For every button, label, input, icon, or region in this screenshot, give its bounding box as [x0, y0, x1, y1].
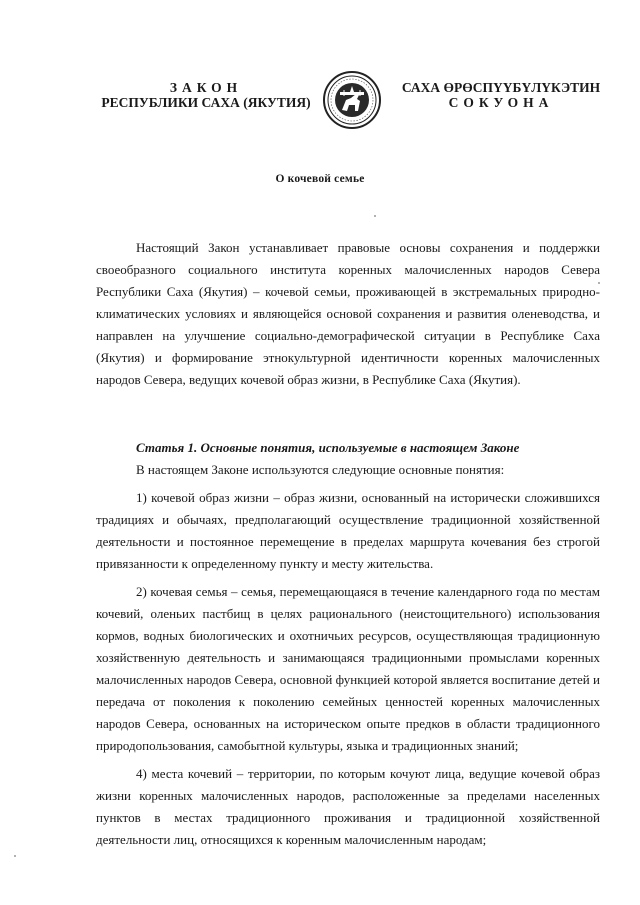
header-sakha-republic: САХА ӨРӨСПҮҮБҮЛҮКЭТИН	[401, 80, 601, 95]
scan-speck	[14, 855, 16, 857]
scan-speck	[374, 215, 376, 217]
header-law-word: ЗАКОН	[169, 80, 243, 95]
document-header	[0, 78, 640, 138]
scan-speck	[598, 282, 600, 284]
header-republic-name: РЕСПУБЛИКИ САХА (ЯКУТИЯ)	[101, 95, 311, 110]
coat-of-arms-emblem-icon	[322, 70, 382, 130]
article-1-intro: В настоящем Законе используются следующие основные понятия:	[136, 462, 505, 477]
definition-item: 4) места кочевий – территории, по которым кочуют лица, ведущие кочевой образ жизни коренных малочисленных народов, расположенные за пределами населенных пунктов в местах традиционного проживания и традиционной хозяйственной деятельности лиц, относящихся к коренным малочисленным народам;	[96, 766, 600, 847]
definition-item: 1) кочевой образ жизни – образ жизни, основанный на исторически сложившихся традициях и обычаях, предполагающий осуществление традиционной хозяйственной деятельности и постоянное перемещение в пределах маршрута кочевания без строгой привязанности к определенному пункту и месту жительства.	[96, 490, 600, 571]
header-russian-block	[92, 80, 320, 110]
preamble-paragraph: Настоящий Закон устанавливает правовые основы сохранения и поддержки своеобразного социального института коренных малочисленных народов Севера Республики Саха (Якутия) – кочевой семьи, проживающей в экстремальных природно-климатических условиях и являющейся основой сохранения и развития оленеводства, и направлен на улучшение социально-демографической ситуации в Республике Саха (Якутия) и формирование этнокультурной идентичности коренных малочисленных народов Севера, ведущих кочевой образ жизни, в Республике Саха (Якутия).	[96, 240, 600, 387]
header-sakha-law-word: СОКУОНА	[448, 95, 554, 110]
article-1-heading: Статья 1. Основные понятия, используемые в настоящем Законе	[136, 440, 520, 455]
header-sakha-block	[392, 80, 610, 110]
definition-item: 2) кочевая семья – семья, перемещающаяся в течение календарного года по местам кочевий, оленьих пастбищ в целях рационального (неистощительного) использования кормов, водных биологических и охотничьих ресурсов, осуществляющая традиционную хозяйственную деятельность и занимающаяся традиционными промыслами коренных малочисленных народов Севера, основной функцией которой является воспитание детей и передача от поколения к поколению семейных ценностей коренных малочисленных народов Севера, основанных на историческом опыте предков в области традиционного природопользования, самобытной культуры, языка и традиционных знаний;	[96, 584, 600, 753]
document-title: О кочевой семье	[275, 173, 365, 185]
article-1-body	[96, 459, 600, 851]
